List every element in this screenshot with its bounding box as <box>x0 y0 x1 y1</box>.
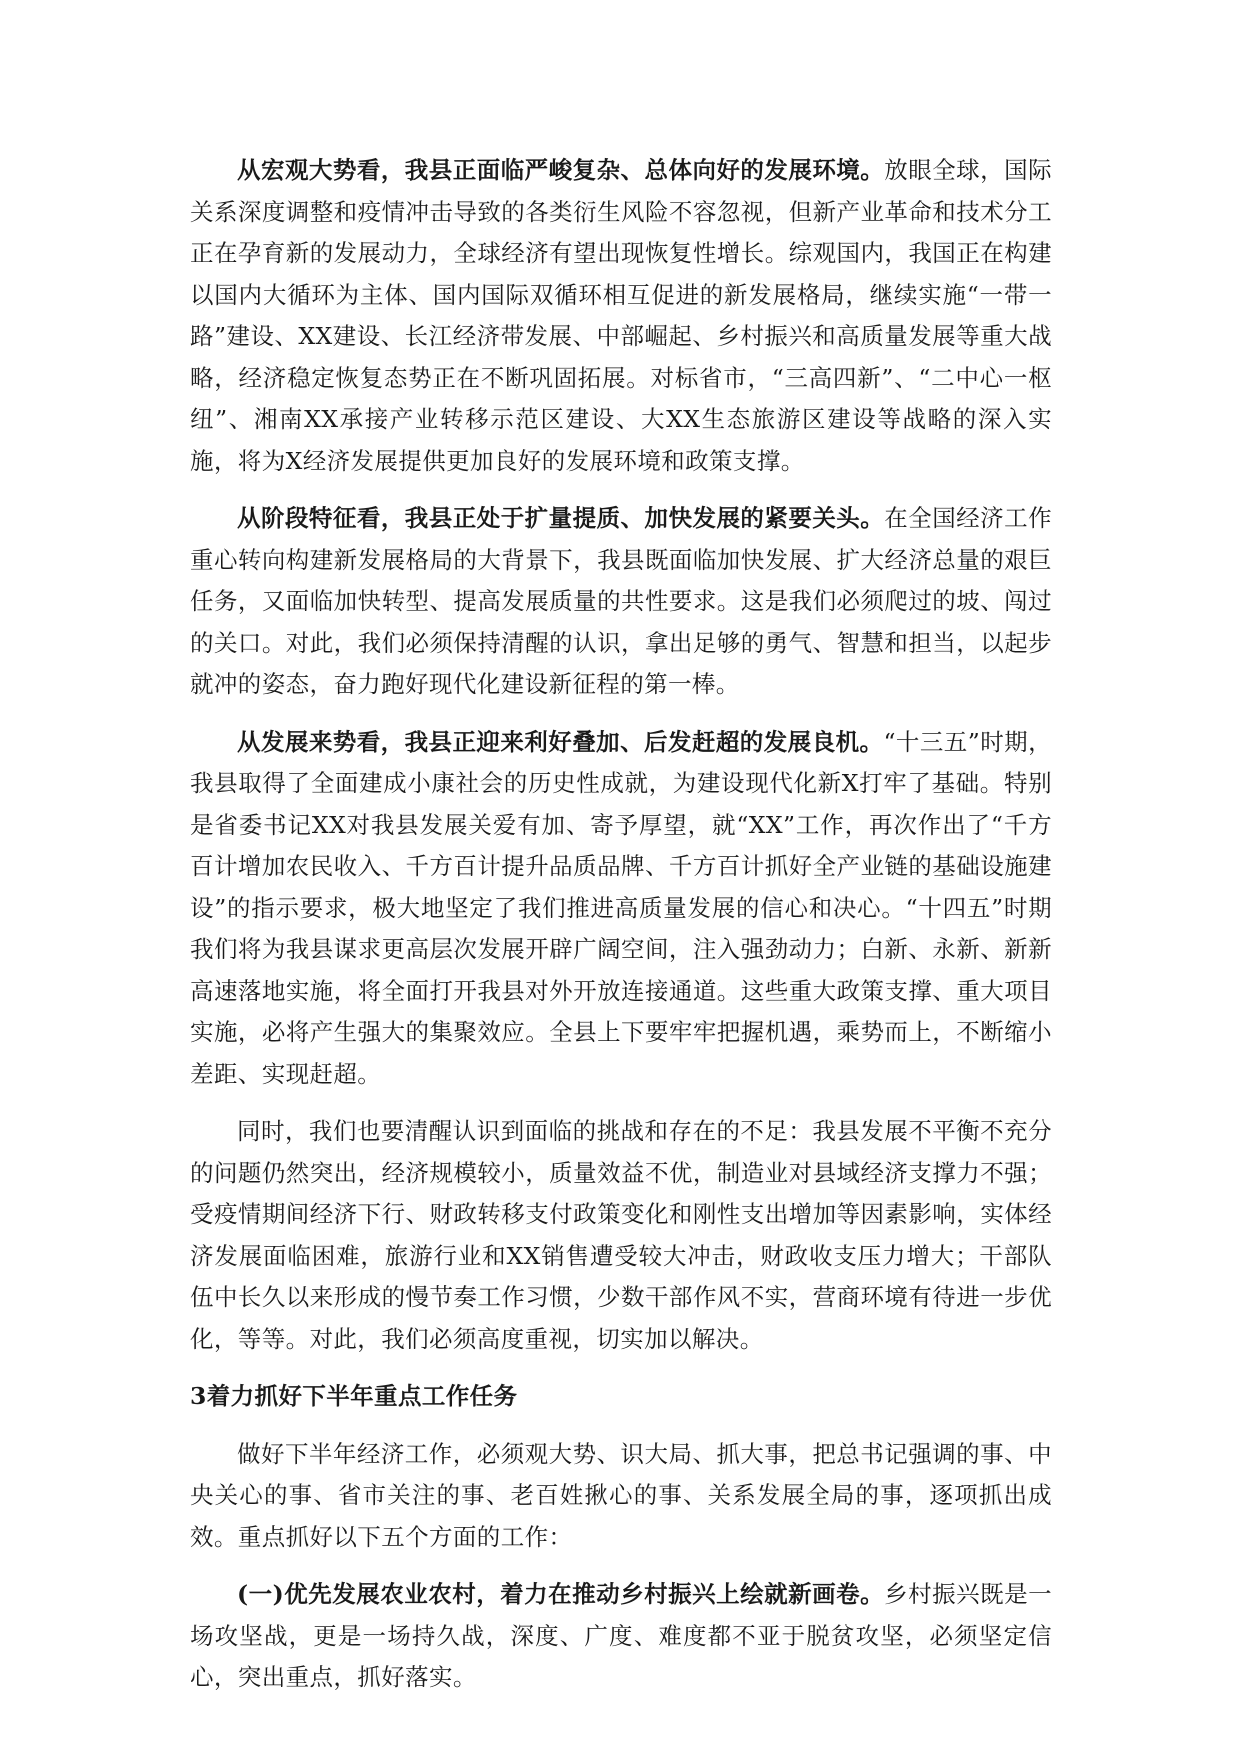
paragraph-stage-feature <box>190 498 1052 706</box>
paragraph-agriculture-priority <box>190 1574 1052 1699</box>
paragraph-lead: 从阶段特征看，我县正处于扩量提质、加快发展的紧要关头。 <box>237 504 885 532</box>
paragraph-development-momentum <box>190 722 1052 1096</box>
paragraph-second-half-work <box>190 1434 1052 1559</box>
paragraph-body: 做好下半年经济工作，必须观大势、识大局、抓大事，把总书记强调的事、中央关心的事、省市关注的事、老百姓揪心的事、关系发展全局的事，逐项抓出成效。重点抓好以下五个方面的工作： <box>190 1439 1052 1551</box>
paragraph-lead: 从宏观大势看，我县正面临严峻复杂、总体向好的发展环境。 <box>237 156 885 184</box>
paragraph-body: 同时，我们也要清醒认识到面临的挑战和存在的不足：我县发展不平衡不充分的问题仍然突出，经济规模较小，质量效益不优，制造业对县域经济支撑力不强；受疫情期间经济下行、财政转移支付政策变化和刚性支出增加等因素影响，实体经济发展面临困难，旅游行业和XX销售遭受较大冲击，财政收支压力增大；干部队伍中长久以来形成的慢节奏工作习惯，少数干部作风不实，营商环境有待进一步优化，等等。对此，我们必须高度重视，切实加以解决。 <box>190 1117 1052 1353</box>
paragraph-macro-trend <box>190 150 1052 482</box>
paragraph-body: “十三五”时期，我县取得了全面建成小康社会的历史性成就，为建设现代化新X打牢了基础。特别是省委书记XX对我县发展关爱有加、寄予厚望，就“XX”工作，再次作出了“千方百计增加农民收入、千方百计提升品质品牌、千方百计抓好全产业链的基础设施建设”的指示要求，极大地坚定了我们推进高质量发展的信心和决心。“十四五”时期我们将为我县谋求更高层次发展开辟广阔空间，注入强劲动力；白新、永新、新新高速落地实施，将全面打开我县对外开放连接通道。这些重大政策支撑、重大项目实施，必将产生强大的集聚效应。全县上下要牢牢把握机遇，乘势而上，不断缩小差距、实现赶超。 <box>190 727 1052 1088</box>
section-heading: 3着力抓好下半年重点工作任务 <box>190 1382 518 1410</box>
paragraph-lead: (一)优先发展农业农村，着力在推动乡村振兴上绘就新画卷。 <box>237 1580 885 1608</box>
paragraph-challenges <box>190 1111 1052 1360</box>
paragraph-body: 乡村振兴既是一场攻坚战，更是一场持久战，深度、广度、难度都不亚于脱贫攻坚，必须坚定信心，突出重点，抓好落实。 <box>190 1580 1052 1691</box>
document-page <box>190 150 1052 1715</box>
paragraph-body: 放眼全球，国际关系深度调整和疫情冲击导致的各类衍生风险不容忽视，但新产业革命和技术分工正在孕育新的发展动力，全球经济有望出现恢复性增长。综观国内，我国正在构建以国内大循环为主体、国内国际双循环相互促进的新发展格局，继续实施“一带一路”建设、XX建设、长江经济带发展、中部崛起、乡村振兴和高质量发展等重大战略，经济稳定恢复态势正在不断巩固拓展。对标省市，“三高四新”、“二中心一枢纽”、湘南XX承接产业转移示范区建设、大XX生态旅游区建设等战略的深入实施，将为X经济发展提供更加良好的发展环境和政策支撑。 <box>190 156 1052 475</box>
paragraph-body: 在全国经济工作重心转向构建新发展格局的大背景下，我县既面临加快发展、扩大经济总量的艰巨任务，又面临加快转型、提高发展质量的共性要求。这是我们必须爬过的坡、闯过的关口。对此，我们必须保持清醒的认识，拿出足够的勇气、智慧和担当，以起步就冲的姿态，奋力跑好现代化建设新征程的第一棒。 <box>190 504 1052 698</box>
paragraph-lead: 从发展来势看，我县正迎来利好叠加、后发赶超的发展良机。 <box>237 727 884 756</box>
